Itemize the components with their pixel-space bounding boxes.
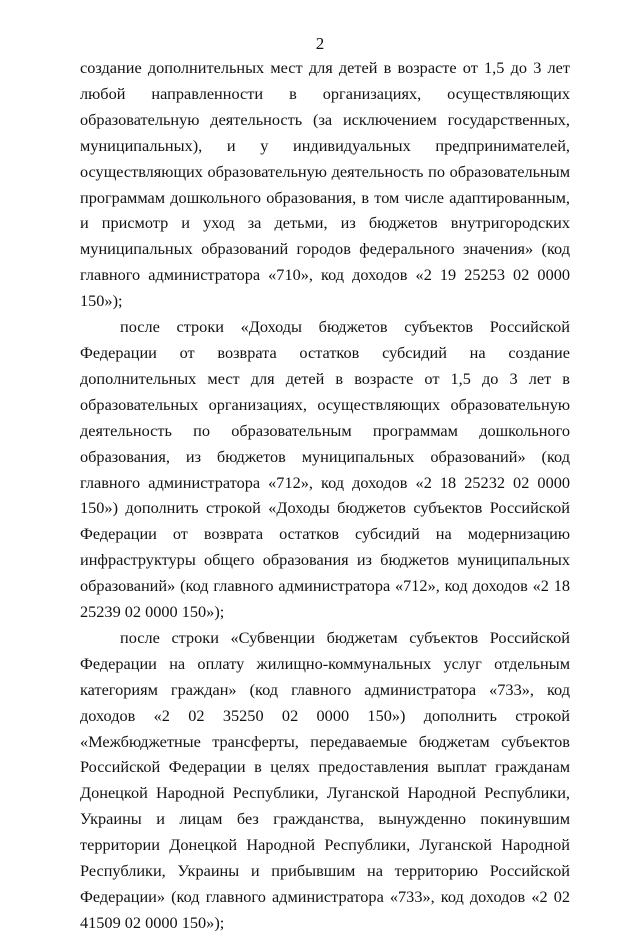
- page-number: 2: [315, 34, 325, 53]
- paragraph-2: после строки «Доходы бюджетов субъектов Российской Федерации от возврата остатков субсидий на создание дополнительных мест для детей в возрасте от 1,5 до 3 лет в образовательных организациях, осуществляющих образовательную деятельность по образовательным программам дошкольного образования, из бюджетов муниципальных образований» (код главного администратора «712», код доходов «2 18 25232 02 0000 150») дополнить строкой «Доходы бюджетов субъектов Российской Федерации от возврата остатков субсидий на модернизацию инфраструктуры общего образования из бюджетов муниципальных образований» (код главного администратора «712», код доходов «2 18 25239 02 0000 150»);: [80, 317, 570, 622]
- paragraph-3: после строки «Субвенции бюджетам субъектов Российской Федерации на оплату жилищно-коммунальных услуг отдельным категориям граждан» (код главного администратора «733», код доходов «2 02 35250 02 0000 150») дополнить строкой «Межбюджетные трансферты, передаваемые бюджетам субъектов Российской Федерации в целях предоставления выплат гражданам Донецкой Народной Республики, Луганской Народной Республики, Украины и лицам без гражданства, вынужденно покинувшим территории Донецкой Народной Республики, Луганской Народной Республики, Украины и прибывшим на территорию Российской Федерации» (код главного администратора «733», код доходов «2 02 41509 02 0000 150»);: [80, 627, 570, 932]
- paragraph-1: создание дополнительных мест для детей в возрасте от 1,5 до 3 лет любой направленности в организациях, осуществляющих образовательную деятельность (за исключением государственных, муниципальных), и у индивидуальных предпринимателей, осуществляющих образовательную деятельность по образовательным программам дошкольного образования, в том числе адаптированным, и присмотр и уход за детьми, из бюджетов внутригородских муниципальных образований городов федерального значения» (код главного администратора «710», код доходов «2 19 25253 02 0000 150»);: [80, 58, 570, 311]
- document-body: [80, 55, 570, 936]
